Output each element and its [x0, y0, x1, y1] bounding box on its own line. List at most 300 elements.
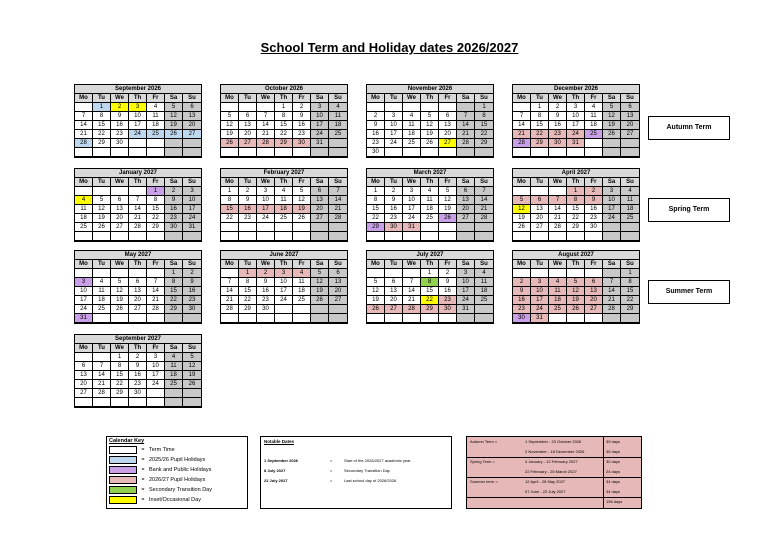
- day-cell: 7: [93, 362, 111, 371]
- day-header: Mo: [367, 178, 385, 187]
- day-cell: 14: [147, 287, 165, 296]
- day-cell: [439, 223, 457, 232]
- day-cell: [165, 398, 183, 407]
- day-cell: 1: [421, 269, 439, 278]
- day-cell: 7: [403, 278, 421, 287]
- term-range: 07 June - 22 July 2027: [525, 489, 566, 494]
- day-cell: 9: [439, 278, 457, 287]
- day-header: Th: [275, 94, 293, 103]
- day-cell: 14: [403, 287, 421, 296]
- day-cell: 5: [421, 112, 439, 121]
- day-cell: 16: [239, 205, 257, 214]
- day-cell: 12: [183, 362, 201, 371]
- day-cell: 28: [475, 214, 493, 223]
- month-calendar: [74, 334, 202, 408]
- day-cell: 1: [621, 269, 639, 278]
- notable-equals: =: [330, 477, 333, 483]
- day-cell: [329, 139, 347, 148]
- day-cell: [275, 232, 293, 241]
- day-header: Mo: [75, 94, 93, 103]
- day-cell: 31: [183, 223, 201, 232]
- day-cell: [513, 269, 531, 278]
- day-cell: 4: [585, 103, 603, 112]
- month-name: January 2027: [75, 169, 201, 178]
- day-header: Tu: [531, 94, 549, 103]
- day-cell: [475, 232, 493, 241]
- day-cell: 30: [513, 314, 531, 323]
- term-name: Autumn Term =: [470, 439, 498, 444]
- day-header: Sa: [165, 94, 183, 103]
- day-cell: [239, 103, 257, 112]
- day-cell: 5: [367, 278, 385, 287]
- day-cell: 9: [111, 112, 129, 121]
- day-cell: 21: [549, 214, 567, 223]
- day-cell: [111, 269, 129, 278]
- month-name: April 2027: [513, 169, 639, 178]
- day-cell: 27: [311, 214, 329, 223]
- day-cell: [567, 314, 585, 323]
- day-cell: [129, 148, 147, 157]
- term-range: 1 September - 23 October 2026: [525, 439, 582, 444]
- day-cell: 28: [513, 139, 531, 148]
- day-cell: 22: [421, 296, 439, 305]
- day-cell: 30: [585, 223, 603, 232]
- day-cell: [183, 398, 201, 407]
- day-cell: 12: [221, 121, 239, 130]
- month-name: February 2027: [221, 169, 347, 178]
- notable-equals: =: [330, 467, 333, 473]
- day-cell: 21: [129, 214, 147, 223]
- day-cell: [111, 148, 129, 157]
- day-cell: 24: [457, 296, 475, 305]
- day-cell: [257, 314, 275, 323]
- day-cell: 22: [221, 214, 239, 223]
- day-cell: 5: [513, 196, 531, 205]
- day-header: Fr: [439, 178, 457, 187]
- day-cell: [513, 232, 531, 241]
- day-header: Mo: [221, 94, 239, 103]
- day-cell: 9: [385, 196, 403, 205]
- day-cell: [603, 314, 621, 323]
- day-cell: 3: [311, 103, 329, 112]
- day-cell: 8: [93, 112, 111, 121]
- day-cell: 29: [421, 305, 439, 314]
- day-header: Sa: [457, 94, 475, 103]
- day-cell: [513, 103, 531, 112]
- day-cell: 4: [75, 196, 93, 205]
- day-header: Th: [567, 260, 585, 269]
- day-cell: 20: [457, 205, 475, 214]
- day-cell: [549, 148, 567, 157]
- day-cell: [549, 314, 567, 323]
- day-header: Sa: [311, 260, 329, 269]
- month-name: September 2026: [75, 85, 201, 94]
- day-cell: 17: [75, 296, 93, 305]
- day-cell: [293, 305, 311, 314]
- day-cell: 5: [603, 103, 621, 112]
- day-cell: [439, 148, 457, 157]
- day-cell: 14: [549, 205, 567, 214]
- day-cell: 20: [621, 121, 639, 130]
- day-cell: [621, 139, 639, 148]
- term-date-row: [467, 457, 641, 467]
- day-cell: 13: [329, 278, 347, 287]
- day-cell: 23: [183, 296, 201, 305]
- term-label: Spring Term: [648, 198, 730, 222]
- day-cell: 23: [239, 214, 257, 223]
- day-cell: 10: [147, 362, 165, 371]
- day-cell: 26: [165, 130, 183, 139]
- day-cell: 26: [93, 223, 111, 232]
- calendar-key: [106, 436, 248, 509]
- day-cell: [567, 232, 585, 241]
- day-cell: 11: [421, 196, 439, 205]
- day-header: Th: [567, 178, 585, 187]
- day-cell: [239, 314, 257, 323]
- day-header: Mo: [221, 260, 239, 269]
- day-cell: [293, 232, 311, 241]
- day-cell: 17: [385, 130, 403, 139]
- day-header: Tu: [239, 178, 257, 187]
- day-cell: 4: [549, 278, 567, 287]
- day-header: Sa: [165, 344, 183, 353]
- day-cell: 6: [621, 103, 639, 112]
- day-cell: 2: [549, 103, 567, 112]
- day-header: Mo: [367, 260, 385, 269]
- day-cell: 16: [111, 121, 129, 130]
- day-cell: 30: [129, 389, 147, 398]
- day-cell: 3: [147, 353, 165, 362]
- day-cell: 10: [311, 112, 329, 121]
- day-cell: 31: [311, 139, 329, 148]
- day-cell: 24: [603, 214, 621, 223]
- day-cell: 18: [403, 130, 421, 139]
- day-cell: [403, 103, 421, 112]
- term-date-row: [467, 497, 641, 507]
- day-cell: [165, 148, 183, 157]
- day-cell: [111, 232, 129, 241]
- term-label: Autumn Term: [648, 116, 730, 140]
- day-cell: 21: [475, 205, 493, 214]
- key-row: [107, 455, 247, 465]
- day-cell: 29: [147, 223, 165, 232]
- day-cell: [221, 269, 239, 278]
- key-equals: =: [141, 447, 145, 453]
- day-cell: [311, 314, 329, 323]
- day-cell: 16: [585, 205, 603, 214]
- day-cell: 19: [183, 371, 201, 380]
- day-cell: 6: [585, 278, 603, 287]
- day-cell: [621, 223, 639, 232]
- day-cell: 19: [293, 205, 311, 214]
- day-header: Tu: [239, 260, 257, 269]
- day-cell: 21: [93, 380, 111, 389]
- day-cell: 27: [531, 223, 549, 232]
- day-cell: 6: [311, 187, 329, 196]
- day-cell: 25: [621, 214, 639, 223]
- day-cell: 15: [147, 205, 165, 214]
- day-cell: 2: [165, 187, 183, 196]
- month-name: August 2027: [513, 251, 639, 260]
- month-days-grid: [221, 260, 347, 323]
- day-cell: 10: [75, 287, 93, 296]
- day-cell: 3: [275, 269, 293, 278]
- day-cell: 26: [439, 214, 457, 223]
- day-cell: 2: [257, 269, 275, 278]
- day-cell: 11: [165, 362, 183, 371]
- key-swatch: [109, 446, 137, 454]
- day-cell: [603, 148, 621, 157]
- day-cell: [603, 269, 621, 278]
- day-cell: 27: [621, 130, 639, 139]
- day-cell: 21: [147, 296, 165, 305]
- day-cell: 20: [531, 214, 549, 223]
- day-header: Tu: [239, 94, 257, 103]
- day-cell: 26: [421, 139, 439, 148]
- day-cell: 1: [165, 269, 183, 278]
- day-header: We: [111, 344, 129, 353]
- month-calendar: [366, 168, 494, 242]
- day-header: We: [403, 178, 421, 187]
- key-label: 2026/27 Pupil Holidays: [149, 477, 206, 483]
- day-cell: 1: [531, 103, 549, 112]
- day-cell: 22: [567, 214, 585, 223]
- day-cell: [311, 232, 329, 241]
- day-cell: [239, 148, 257, 157]
- day-cell: 1: [221, 187, 239, 196]
- day-header: Su: [183, 178, 201, 187]
- day-cell: [165, 314, 183, 323]
- day-cell: 13: [585, 287, 603, 296]
- day-cell: 6: [531, 196, 549, 205]
- day-cell: 4: [147, 103, 165, 112]
- day-cell: [275, 148, 293, 157]
- day-cell: [603, 232, 621, 241]
- day-cell: [183, 148, 201, 157]
- day-cell: [93, 269, 111, 278]
- key-swatch: [109, 486, 137, 494]
- day-cell: 29: [475, 139, 493, 148]
- day-cell: [585, 148, 603, 157]
- day-cell: [93, 187, 111, 196]
- term-date-row: [467, 437, 641, 447]
- day-header: Th: [129, 344, 147, 353]
- day-cell: 6: [457, 187, 475, 196]
- notable-date-row: [261, 455, 451, 465]
- day-header: Su: [329, 260, 347, 269]
- day-header: Th: [567, 94, 585, 103]
- day-cell: [165, 389, 183, 398]
- day-cell: 31: [403, 223, 421, 232]
- day-cell: [221, 103, 239, 112]
- day-cell: 22: [165, 296, 183, 305]
- day-header: Fr: [293, 178, 311, 187]
- day-cell: 20: [311, 205, 329, 214]
- day-cell: [183, 314, 201, 323]
- day-cell: 3: [567, 103, 585, 112]
- term-days: 196 days: [606, 499, 623, 504]
- day-cell: 10: [603, 196, 621, 205]
- day-cell: 20: [183, 121, 201, 130]
- day-cell: [457, 232, 475, 241]
- term-range: 22 February - 25 March 2027: [525, 469, 577, 474]
- day-cell: [549, 269, 567, 278]
- term-dates-divider: [603, 437, 604, 508]
- day-cell: 14: [475, 196, 493, 205]
- day-cell: 18: [421, 205, 439, 214]
- day-cell: [421, 148, 439, 157]
- day-cell: 1: [567, 187, 585, 196]
- day-cell: 21: [603, 296, 621, 305]
- day-cell: [75, 232, 93, 241]
- day-cell: 9: [367, 121, 385, 130]
- day-cell: 19: [93, 214, 111, 223]
- day-cell: 25: [147, 130, 165, 139]
- notable-date: 1 September 2026: [264, 457, 299, 463]
- month-days-grid: [367, 94, 493, 157]
- day-cell: 28: [129, 223, 147, 232]
- day-cell: 12: [367, 287, 385, 296]
- notable-date: 8 July 2027: [264, 467, 286, 473]
- day-header: We: [257, 94, 275, 103]
- day-cell: [275, 314, 293, 323]
- day-cell: 28: [75, 139, 93, 148]
- day-cell: 27: [75, 389, 93, 398]
- day-cell: 7: [147, 278, 165, 287]
- day-cell: 3: [403, 187, 421, 196]
- day-header: Mo: [75, 344, 93, 353]
- day-cell: 26: [221, 139, 239, 148]
- day-cell: 14: [75, 121, 93, 130]
- day-cell: [457, 148, 475, 157]
- day-cell: 13: [457, 196, 475, 205]
- key-equals: =: [141, 497, 145, 503]
- day-cell: 30: [165, 223, 183, 232]
- day-header: Mo: [513, 94, 531, 103]
- day-cell: 5: [293, 187, 311, 196]
- day-cell: 19: [439, 205, 457, 214]
- day-header: We: [111, 178, 129, 187]
- day-cell: 27: [129, 305, 147, 314]
- day-cell: 1: [275, 103, 293, 112]
- month-name: June 2027: [221, 251, 347, 260]
- month-days-grid: [367, 178, 493, 241]
- day-header: Tu: [93, 94, 111, 103]
- term-name: Spring Term =: [470, 459, 495, 464]
- day-cell: 23: [367, 139, 385, 148]
- day-cell: 19: [311, 287, 329, 296]
- day-cell: [111, 314, 129, 323]
- day-cell: 12: [311, 278, 329, 287]
- day-cell: [329, 232, 347, 241]
- day-cell: 27: [183, 130, 201, 139]
- day-header: We: [549, 94, 567, 103]
- day-cell: 30: [111, 139, 129, 148]
- day-cell: 13: [385, 287, 403, 296]
- day-cell: 3: [183, 187, 201, 196]
- day-header: Th: [275, 178, 293, 187]
- day-cell: 3: [457, 269, 475, 278]
- day-cell: 18: [549, 296, 567, 305]
- day-cell: 23: [585, 214, 603, 223]
- day-cell: 11: [75, 205, 93, 214]
- day-cell: 12: [567, 287, 585, 296]
- day-cell: [221, 314, 239, 323]
- day-cell: 21: [329, 205, 347, 214]
- day-cell: [475, 314, 493, 323]
- day-header: Sa: [165, 260, 183, 269]
- day-cell: 9: [183, 278, 201, 287]
- day-cell: 13: [239, 121, 257, 130]
- day-cell: 26: [183, 380, 201, 389]
- day-cell: 27: [329, 296, 347, 305]
- day-cell: [221, 223, 239, 232]
- day-cell: [549, 187, 567, 196]
- day-cell: 12: [293, 196, 311, 205]
- day-cell: [367, 314, 385, 323]
- day-cell: 21: [221, 296, 239, 305]
- day-header: Su: [621, 94, 639, 103]
- day-header: Sa: [457, 178, 475, 187]
- key-label: 2025/26 Pupil Holidays: [149, 457, 206, 463]
- day-cell: [531, 187, 549, 196]
- day-cell: [75, 187, 93, 196]
- day-cell: 6: [183, 103, 201, 112]
- day-cell: [329, 314, 347, 323]
- day-cell: [531, 232, 549, 241]
- notable-equals: =: [330, 457, 333, 463]
- day-cell: 19: [421, 130, 439, 139]
- day-cell: [129, 314, 147, 323]
- day-cell: [421, 314, 439, 323]
- month-days-grid: [75, 260, 201, 323]
- page-title: School Term and Holiday dates 2026/2027: [260, 40, 519, 55]
- day-cell: [75, 398, 93, 407]
- day-cell: [311, 305, 329, 314]
- day-cell: [93, 353, 111, 362]
- day-cell: 24: [257, 214, 275, 223]
- day-cell: 6: [385, 278, 403, 287]
- day-cell: 16: [439, 287, 457, 296]
- day-cell: 13: [183, 112, 201, 121]
- day-cell: 27: [111, 223, 129, 232]
- day-cell: 23: [385, 214, 403, 223]
- day-cell: [513, 148, 531, 157]
- day-cell: 22: [531, 130, 549, 139]
- day-cell: 1: [239, 269, 257, 278]
- day-cell: 5: [221, 112, 239, 121]
- day-header: Sa: [311, 178, 329, 187]
- day-cell: 1: [93, 103, 111, 112]
- day-cell: [129, 187, 147, 196]
- day-cell: 15: [93, 121, 111, 130]
- day-header: We: [111, 260, 129, 269]
- day-cell: 8: [275, 112, 293, 121]
- day-cell: [403, 269, 421, 278]
- day-header: Fr: [147, 178, 165, 187]
- month-days-grid: [75, 178, 201, 241]
- month-name: March 2027: [367, 169, 493, 178]
- day-header: Sa: [603, 260, 621, 269]
- day-cell: [585, 269, 603, 278]
- month-calendar: [366, 250, 494, 324]
- day-cell: [603, 223, 621, 232]
- day-cell: [257, 232, 275, 241]
- day-cell: 18: [147, 121, 165, 130]
- day-cell: 7: [75, 112, 93, 121]
- term-name: Summer term =: [470, 479, 498, 484]
- day-cell: 23: [257, 296, 275, 305]
